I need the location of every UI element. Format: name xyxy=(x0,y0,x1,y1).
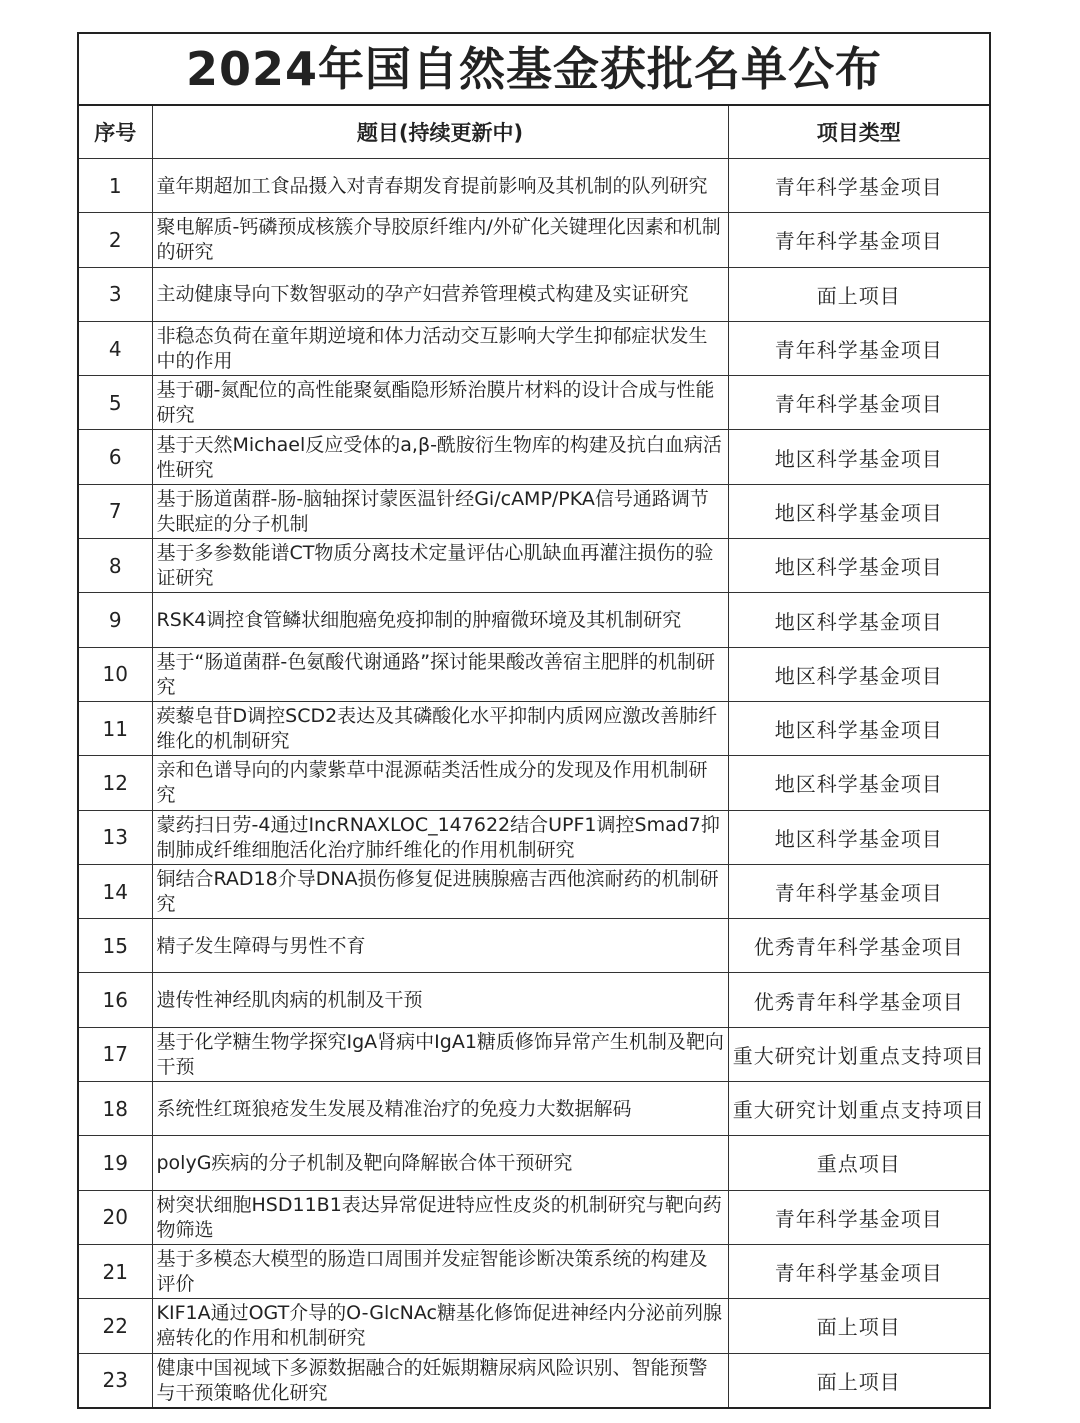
row-topic: 精子发生障碍与男性不育 xyxy=(152,919,728,973)
table-row xyxy=(79,1027,989,1081)
row-type: 地区科学基金项目 xyxy=(728,593,989,647)
row-type: 重点项目 xyxy=(728,1136,989,1190)
row-seq: 20 xyxy=(79,1190,152,1244)
row-topic: 蒙药扫日劳-4通过IncRNAXLOC_147622结合UPF1调控Smad7抑制肺成纤维细胞活化治疗肺纤维化的作用机制研究 xyxy=(152,810,728,864)
row-type: 青年科学基金项目 xyxy=(728,376,989,430)
row-type: 面上项目 xyxy=(728,267,989,321)
table-row xyxy=(79,1082,989,1136)
row-seq: 21 xyxy=(79,1244,152,1298)
table-row xyxy=(79,484,989,538)
table-row xyxy=(79,593,989,647)
row-type: 青年科学基金项目 xyxy=(728,1190,989,1244)
table-row xyxy=(79,376,989,430)
row-topic: 树突状细胞HSD11B1表达异常促进特应性皮炎的机制研究与靶向药物筛选 xyxy=(152,1190,728,1244)
row-topic: 基于硼-氮配位的高性能聚氨酯隐形矫治膜片材料的设计合成与性能研究 xyxy=(152,376,728,430)
row-topic: 系统性红斑狼疮发生发展及精准治疗的免疫力大数据解码 xyxy=(152,1082,728,1136)
table-row xyxy=(79,973,989,1027)
row-type: 地区科学基金项目 xyxy=(728,484,989,538)
table-header-row xyxy=(79,106,989,159)
table-row xyxy=(79,1299,989,1353)
row-seq: 23 xyxy=(79,1353,152,1407)
row-seq: 8 xyxy=(79,539,152,593)
row-topic: 基于多参数能谱CT物质分离技术定量评估心肌缺血再灌注损伤的验证研究 xyxy=(152,539,728,593)
table-row xyxy=(79,267,989,321)
row-type: 青年科学基金项目 xyxy=(728,213,989,267)
document-sheet xyxy=(77,32,991,1409)
row-seq: 3 xyxy=(79,267,152,321)
row-topic: 遗传性神经肌肉病的机制及干预 xyxy=(152,973,728,1027)
row-topic: KIF1A通过OGT介导的O-GlcNAc糖基化修饰促进神经内分泌前列腺癌转化的作用和机制研究 xyxy=(152,1299,728,1353)
row-type: 地区科学基金项目 xyxy=(728,701,989,755)
row-topic: 基于多模态大模型的肠造口周围并发症智能诊断决策系统的构建及评价 xyxy=(152,1244,728,1298)
header-topic: 题目(持续更新中) xyxy=(152,106,728,159)
row-seq: 15 xyxy=(79,919,152,973)
row-type: 地区科学基金项目 xyxy=(728,430,989,484)
row-seq: 18 xyxy=(79,1082,152,1136)
row-topic: 非稳态负荷在童年期逆境和体力活动交互影响大学生抑郁症状发生中的作用 xyxy=(152,321,728,375)
row-seq: 11 xyxy=(79,701,152,755)
row-type: 面上项目 xyxy=(728,1353,989,1407)
table-row xyxy=(79,539,989,593)
row-type: 青年科学基金项目 xyxy=(728,159,989,213)
row-seq: 2 xyxy=(79,213,152,267)
row-seq: 10 xyxy=(79,647,152,701)
row-seq: 7 xyxy=(79,484,152,538)
row-seq: 6 xyxy=(79,430,152,484)
row-topic: 基于肠道菌群-肠-脑轴探讨蒙医温针经Gi/cAMP/PKA信号通路调节失眠症的分子机制 xyxy=(152,484,728,538)
row-type: 地区科学基金项目 xyxy=(728,756,989,810)
row-type: 优秀青年科学基金项目 xyxy=(728,973,989,1027)
table-row xyxy=(79,919,989,973)
table-row xyxy=(79,1136,989,1190)
row-type: 重大研究计划重点支持项目 xyxy=(728,1082,989,1136)
table-row xyxy=(79,159,989,213)
row-topic: 蒺藜皂苷D调控SCD2表达及其磷酸化水平抑制内质网应激改善肺纤维化的机制研究 xyxy=(152,701,728,755)
row-type: 重大研究计划重点支持项目 xyxy=(728,1027,989,1081)
row-seq: 19 xyxy=(79,1136,152,1190)
row-type: 地区科学基金项目 xyxy=(728,539,989,593)
table-row xyxy=(79,701,989,755)
project-table xyxy=(79,106,989,1407)
row-topic: RSK4调控食管鳞状细胞癌免疫抑制的肿瘤微环境及其机制研究 xyxy=(152,593,728,647)
row-topic: 基于天然Michael反应受体的a,β-酰胺衍生物库的构建及抗白血病活性研究 xyxy=(152,430,728,484)
row-type: 面上项目 xyxy=(728,1299,989,1353)
row-topic: 基于化学糖生物学探究IgA肾病中IgA1糖质修饰异常产生机制及靶向干预 xyxy=(152,1027,728,1081)
table-row xyxy=(79,756,989,810)
row-seq: 16 xyxy=(79,973,152,1027)
table-row xyxy=(79,864,989,918)
row-seq: 1 xyxy=(79,159,152,213)
table-row xyxy=(79,430,989,484)
row-topic: 基于“肠道菌群-色氨酸代谢通路”探讨能果酸改善宿主肥胖的机制研究 xyxy=(152,647,728,701)
table-row xyxy=(79,321,989,375)
table-row xyxy=(79,1190,989,1244)
row-seq: 12 xyxy=(79,756,152,810)
row-seq: 9 xyxy=(79,593,152,647)
table-row xyxy=(79,213,989,267)
row-type: 青年科学基金项目 xyxy=(728,321,989,375)
table-row xyxy=(79,810,989,864)
header-type: 项目类型 xyxy=(728,106,989,159)
row-seq: 14 xyxy=(79,864,152,918)
row-type: 地区科学基金项目 xyxy=(728,810,989,864)
row-topic: 健康中国视域下多源数据融合的妊娠期糖尿病风险识别、智能预警与干预策略优化研究 xyxy=(152,1353,728,1407)
row-topic: 聚电解质-钙磷预成核簇介导胶原纤维内/外矿化关键理化因素和机制的研究 xyxy=(152,213,728,267)
row-topic: 童年期超加工食品摄入对青春期发育提前影响及其机制的队列研究 xyxy=(152,159,728,213)
row-topic: 亲和色谱导向的内蒙紫草中混源萜类活性成分的发现及作用机制研究 xyxy=(152,756,728,810)
header-seq: 序号 xyxy=(79,106,152,159)
table-row xyxy=(79,1244,989,1298)
row-seq: 22 xyxy=(79,1299,152,1353)
row-type: 地区科学基金项目 xyxy=(728,647,989,701)
row-type: 青年科学基金项目 xyxy=(728,864,989,918)
row-topic: 铜结合RAD18介导DNA损伤修复促进胰腺癌吉西他滨耐药的机制研究 xyxy=(152,864,728,918)
row-topic: polyG疾病的分子机制及靶向降解嵌合体干预研究 xyxy=(152,1136,728,1190)
row-topic: 主动健康导向下数智驱动的孕产妇营养管理模式构建及实证研究 xyxy=(152,267,728,321)
row-type: 优秀青年科学基金项目 xyxy=(728,919,989,973)
table-row xyxy=(79,1353,989,1407)
page-title: 2024年国自然基金获批名单公布 xyxy=(79,34,989,106)
table-row xyxy=(79,647,989,701)
row-seq: 4 xyxy=(79,321,152,375)
row-seq: 17 xyxy=(79,1027,152,1081)
row-seq: 13 xyxy=(79,810,152,864)
row-type: 青年科学基金项目 xyxy=(728,1244,989,1298)
row-seq: 5 xyxy=(79,376,152,430)
